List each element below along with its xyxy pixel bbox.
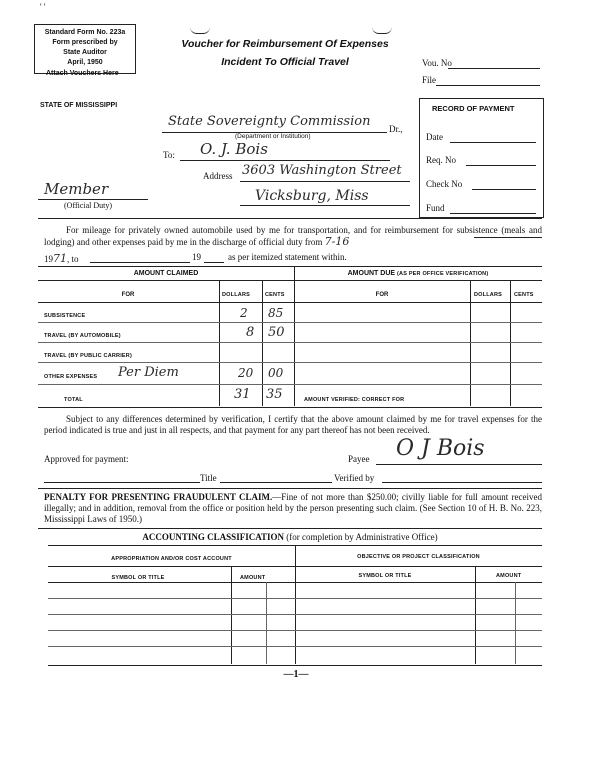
title-label: Title [200,473,217,483]
record-of-payment-box [419,98,544,218]
amount-due-heading [294,270,542,277]
to-label: To: [163,150,175,160]
accounting-note: (for completion by Administrative Office) [286,532,438,542]
record-check-field[interactable] [472,189,536,190]
duty-value: Member [44,180,109,198]
due-colhead-rule [294,302,542,303]
acct-right-symbol: SYMBOL OR TITLE [358,573,412,579]
payee-signature: O J Bois [396,436,485,461]
payee-signature-line[interactable] [376,464,542,465]
file-label: File [422,75,437,85]
row-label-subsistence: SUBSISTENCE [44,313,86,319]
claimed-col-for: FOR [121,292,135,298]
acct-vline-2 [266,582,267,664]
amount-verified-note: AMOUNT VERIFIED: CORRECT FOR [304,397,405,403]
vou-no-label: Vou. No [422,58,452,68]
certify-text: Subject to any differences determined by verification, I certify that the above amount claimed by me for travel expenses for the period indicated is true and just in all respects, and that payment for any part thereof has not been received. [44,414,542,435]
row-cents-subsistence: 85 [268,306,284,320]
bracket-right [372,27,392,34]
acct-row-rule-1 [48,598,542,599]
title-field[interactable] [220,482,332,483]
record-date-field[interactable] [450,142,536,143]
address-line2: Vicksburg, Miss [255,188,369,204]
page-number: —1— [283,669,309,680]
top-marks: ' ' [40,2,46,12]
mileage-year-line [44,252,79,265]
row-note-other: Per Diem [118,365,179,380]
address-line2-rule [240,205,410,206]
form-number: Standard Form No. 223a [44,29,126,36]
from-date-rule [474,237,542,238]
duty-line [38,199,148,200]
to-word: , to [67,254,79,264]
address-label: Address [203,171,233,181]
divider-penalty [38,488,542,489]
verified-label: Verified by [334,473,375,483]
voucher-title: Voucher for Reimbursement Of Expenses [181,38,389,50]
form-info-box [34,24,136,74]
mileage-from-value: 7-16 [324,235,350,248]
due-row-rule-4 [294,384,542,385]
due-vline-1 [470,280,471,406]
acct-row-rule-2 [48,614,542,615]
row-dollars-other: 20 [238,366,254,380]
file-field[interactable] [436,85,540,86]
due-row-rule-3 [294,362,542,363]
row-dollars-auto: 8 [246,325,255,340]
record-check-label: Check No [426,179,463,189]
accounting-title: ACCOUNTING CLASSIFICATION [142,532,285,542]
acct-vline-3 [475,566,476,664]
year-value: 71 [53,252,67,265]
due-col-cents: CENTS [514,292,534,298]
claimed-col-cents: CENTS [265,292,285,298]
record-title: RECORD OF PAYMENT [432,104,515,113]
address-line1-rule [240,181,410,182]
record-date-label: Date [426,132,443,142]
divider-top [38,218,542,219]
row-label-auto: TRAVEL (BY AUTOMOBILE) [44,333,121,339]
penalty-text [44,492,542,525]
due-col-for: FOR [375,292,389,298]
acct-row-rule-4 [48,646,542,647]
claimed-vline-2 [262,280,263,406]
amount-due-subtitle: (AS PER OFFICE VERIFICATION) [397,271,489,277]
row-cents-total: 35 [266,387,283,402]
attach-note: Attach Vouchers Here [46,70,119,77]
row-label-total: TOTAL [64,397,83,403]
record-fund-field[interactable] [450,213,536,214]
year2: 19 [192,252,201,262]
mileage-text-main: For mileage for privately owned automobile used by me for transportation, and for reimbursement for subsistence (meals and lodging) and other expenses paid by me in the discharge of official duty from [44,225,542,247]
state-label: STATE OF MISSISSIPPI [40,102,118,109]
claimed-row-rule-3 [38,362,294,363]
claimed-row-rule-1 [38,322,294,323]
duty-caption: (Official Duty) [64,201,113,210]
row-cents-other: 00 [268,366,284,380]
divider-accounting [38,528,542,529]
acct-left-header: APPROPRIATION AND/OR COST ACCOUNT [111,556,232,562]
claimed-row-rule-4 [38,384,294,385]
acct-colhead-rule [48,582,542,583]
form-date: April, 1950 [67,59,103,66]
row-cents-auto: 50 [268,325,285,340]
acct-vline-4 [515,582,516,664]
amount-claimed-title: AMOUNT CLAIMED [133,270,199,277]
department-suffix: Dr., [389,124,403,134]
row-dollars-subsistence: 2 [240,306,248,320]
department-caption: (Department or Institution) [235,133,311,140]
year2-field[interactable] [204,262,224,263]
acct-row-rule-3 [48,630,542,631]
acct-header-rule [48,566,542,567]
claimed-header-rule [38,280,294,281]
form-authority: State Auditor [63,49,107,56]
approver-line[interactable] [44,482,200,483]
acct-right-header: OBJECTIVE OR PROJECT CLASSIFICATION [357,554,480,560]
row-dollars-total: 31 [234,387,251,402]
accounting-heading [38,532,542,542]
claimed-row-rule-2 [38,342,294,343]
to-date-field[interactable] [90,262,190,263]
acct-vline-1 [231,566,232,664]
mileage-text [44,225,542,248]
due-row-rule-1 [294,322,542,323]
amount-table-divider [294,266,295,406]
record-req-label: Req. No [426,155,456,165]
year-prefix: 19 [44,254,53,264]
penalty-heading: PENALTY FOR PRESENTING FRAUDULENT CLAIM. [44,492,273,502]
acct-right-amount: AMOUNT [496,573,522,579]
record-fund-label: Fund [426,203,445,213]
record-req-field[interactable] [466,165,536,166]
payee-label: Payee [348,454,370,464]
form-prescribed: Form prescribed by [52,39,118,46]
row-label-other: OTHER EXPENSES [44,374,98,380]
verified-field[interactable] [382,482,542,483]
due-header-rule [294,280,542,281]
address-line1: 3603 Washington Street [242,163,402,178]
to-line [180,160,390,161]
acct-left-symbol: SYMBOL OR TITLE [111,575,165,581]
amount-due-title: AMOUNT DUE [347,270,396,277]
mileage-statement: as per itemized statement within. [228,252,347,262]
due-row-rule-2 [294,342,542,343]
penalty-body: —Fine of not more than $250.00; civilly liable for full amount received illegally; and in addition, removal from the office or position held by the person presenting such claim. (See Section 10 of H. B. No. 223, Mississippi Laws of 1950.) [44,492,543,524]
to-value: O. J. Bois [200,140,268,158]
row-label-public: TRAVEL (BY PUBLIC CARRIER) [44,353,133,359]
acct-left-amount: AMOUNT [240,575,266,581]
voucher-subtitle: Incident To Official Travel [221,56,349,68]
approved-label: Approved for payment: [44,454,129,464]
claimed-col-dollars: DOLLARS [222,292,250,298]
bracket-left [190,27,210,34]
claimed-colhead-rule [38,302,294,303]
due-col-dollars: DOLLARS [474,292,502,298]
vou-no-field[interactable] [448,68,540,69]
claimed-vline-1 [219,280,220,406]
due-vline-2 [510,280,511,406]
department-value: State Sovereignty Commission [168,114,371,129]
